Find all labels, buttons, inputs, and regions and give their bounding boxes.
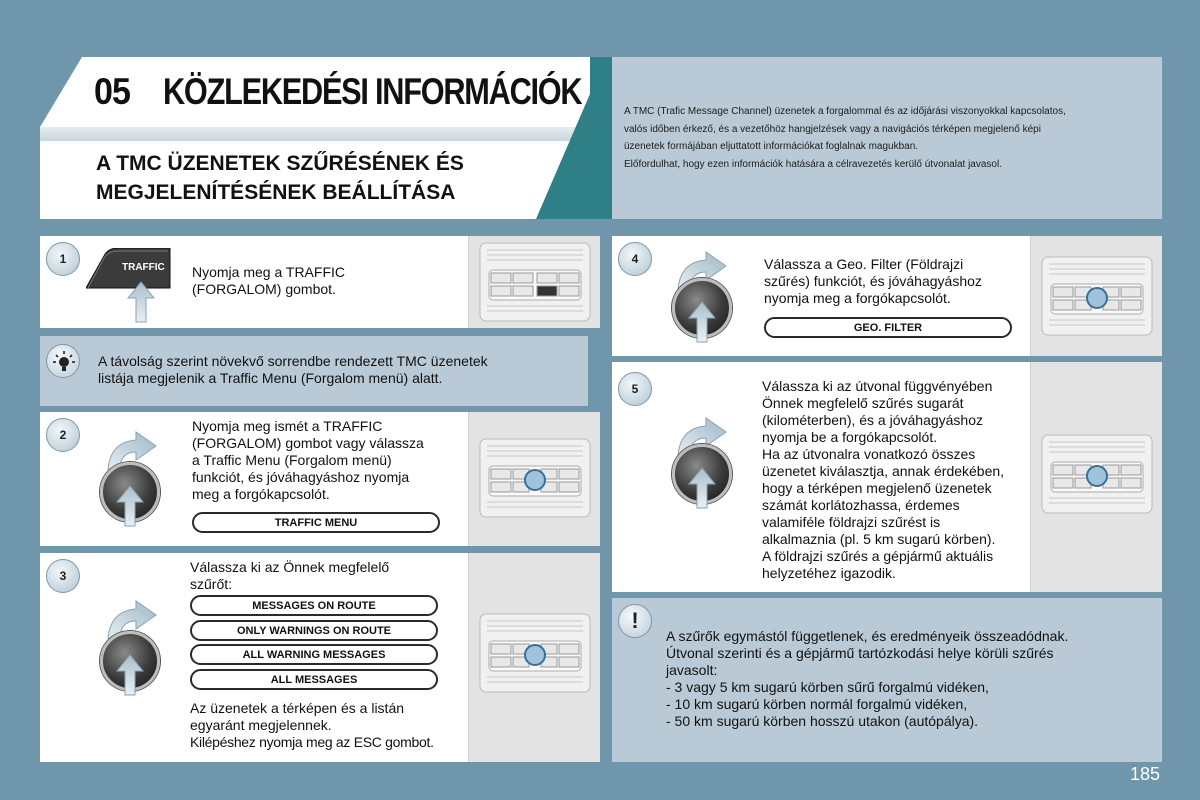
info-box [40,336,588,406]
chapter-number: 05 [94,71,131,112]
step-2-text [192,418,424,503]
warning-text [666,628,1068,730]
step-4-box [612,236,1162,356]
intro-line: üzenetek formájában eljuttatott információkat foglalnak magukban. [624,141,919,152]
press-arrow-icon [687,466,717,510]
intro-text [612,57,1162,219]
filter-option-messages-on-route[interactable]: MESSAGES ON ROUTE [190,595,438,616]
text-line: funkciót, és jóváhagyáshoz nyomja [192,469,410,485]
text-line: Önnek megfelelő szűrés sugarát [762,395,964,411]
intro-line: valós időben érkező, és a vezetőhöz hangjelzések vagy a navigációs térképen megjelenő képi [624,123,1041,135]
text-line: (FORGALOM) gombot. [192,281,336,297]
step-number: 1 [46,242,80,276]
radio-panel-icon [1041,256,1153,336]
chapter-title: KÖZLEKEDÉSI INFORMÁCIÓK [163,71,582,112]
text-line: nyomja be a forgókapcsolót. [762,429,938,445]
text-line: (kilométerben), és a jóváhagyáshoz [762,412,984,428]
text-line: egyaránt megjelennek. [190,717,332,733]
text-line: számát korlátozhassa, érdemes [762,497,960,513]
text-line: Válassza ki az Önnek megfelelő [190,559,390,575]
step-5-text [762,378,1004,582]
step-4-text [764,256,982,307]
text-line: helyzetéhez igazodik. [762,565,896,581]
text-line: szűrés) funkciót, és jóváhagyáshoz [764,273,982,289]
step-1-box [40,236,588,328]
traffic-button-label: TRAFFIC [122,262,165,273]
bullet-line: - 3 vagy 5 km sugarú körben sűrű forgalmú vidéken, [666,679,989,695]
text-line: alkalmaznia (pl. 5 km sugarú körben). [762,531,996,547]
press-arrow-icon [115,653,145,697]
bullet-line: - 50 km sugarú körben hosszú utakon (autópálya). [666,713,979,729]
step-number: 2 [46,418,80,452]
filter-option-all-messages[interactable]: ALL MESSAGES [190,669,438,690]
step-3-box [40,553,588,762]
traffic-menu-option[interactable]: TRAFFIC MENU [192,512,440,533]
geo-filter-option[interactable]: GEO. FILTER [764,317,1012,338]
section-title-line: MEGJELENÍTÉSÉNEK BEÁLLÍTÁSA [96,181,456,204]
step-number: 3 [46,559,80,593]
radio-panel-image [468,236,600,328]
press-arrow-icon [687,300,717,344]
text-line: szűrőt: [190,576,233,592]
text-line: Nyomja meg ismét a TRAFFIC [192,418,383,434]
text-line: A földrajzi szűrés a gépjármű aktuális [762,548,994,564]
step-3-footnote [190,700,434,751]
text-line: valamiféle földrajzi szűrést is [762,514,941,530]
text-line: (FORGALOM) gombot vagy válassza [192,435,424,451]
text-line: Kilépéshez nyomja meg az ESC gombot. [190,734,434,750]
section-title [96,149,464,207]
step-number: 5 [618,372,652,406]
text-line: Ha az útvonalra vonatkozó összes [762,446,976,462]
press-arrow-icon [115,484,145,528]
info-text [98,353,488,387]
text-line: Nyomja meg a TRAFFIC [192,264,345,280]
step-5-box [612,362,1162,592]
bullet-line: - 10 km sugarú körben normál forgalmú vidéken, [666,696,968,712]
text-line: nyomja meg a forgókapcsolót. [764,290,951,306]
step-3-text [190,559,389,593]
warning-box [612,598,1162,762]
text-line: meg a forgókapcsolót. [192,486,330,502]
header-accent [590,57,612,127]
warning-icon: ! [618,604,652,638]
text-line: Útvonal szerinti és a gépjármű tartózkodási helye körüli szűrés [666,645,1054,661]
page-number: 185 [1129,764,1160,784]
text-line: üzenetet kiválasztja, annak érdekében, [762,463,1005,479]
header-divider [40,127,600,141]
radio-panel-icon [479,613,591,693]
text-line: listája megjelenik a Traffic Menu (Forgalom menü) alatt. [98,370,443,386]
step-number: 4 [618,242,652,276]
radio-panel-icon [479,242,591,322]
text-line: hogy a térképen megjelenő üzenetek [762,480,992,496]
intro-line: Előfordulhat, hogy ezen információk hatására a célravezetés kerülő útvonalat javasol. [624,158,1002,170]
section-title-line: A TMC ÜZENETEK SZŰRÉSÉNEK ÉS [96,152,464,175]
intro-line: A TMC (Trafic Message Channel) üzenetek a forgalommal és az időjárási viszonyokkal kapcsolatos, [624,106,1066,117]
step-2-box [40,412,588,546]
text-line: A távolság szerint növekvő sorrendbe rendezett TMC üzenetek [98,353,488,369]
text-line: Az üzenetek a térképen és a listán [190,700,405,716]
filter-option-all-warning-messages[interactable]: ALL WARNING MESSAGES [190,644,438,665]
radio-panel-image [468,553,600,762]
radio-panel-image [1030,236,1162,356]
text-line: a Traffic Menu (Forgalom menü) [192,452,392,468]
text-line: Válassza ki az útvonal függvényében [762,378,993,394]
text-line: Válassza a Geo. Filter (Földrajzi [764,256,964,272]
press-arrow-icon [126,280,156,324]
radio-panel-icon [1041,434,1153,514]
step-1-text [192,264,345,298]
filter-option-only-warnings-on-route[interactable]: ONLY WARNINGS ON ROUTE [190,620,438,641]
radio-panel-image [468,412,600,546]
text-line: javasolt: [666,662,718,678]
text-line: A szűrők egymástól függetlenek, és eredményeik összeadódnak. [666,628,1069,644]
lightbulb-icon [46,344,80,378]
radio-panel-image [1030,362,1162,592]
radio-panel-icon [479,438,591,518]
chapter-header [40,57,612,219]
